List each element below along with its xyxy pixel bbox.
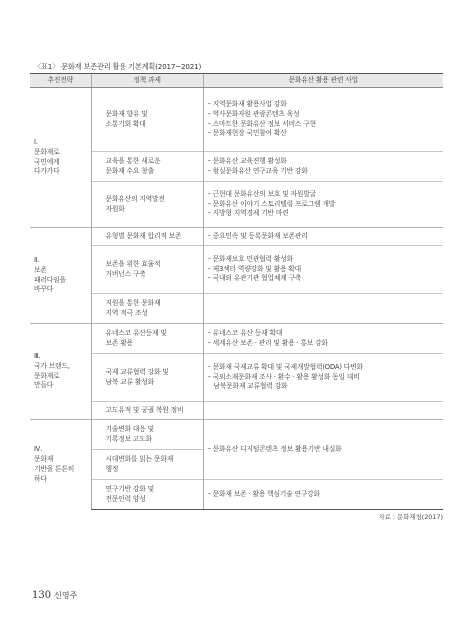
author-name: 신영주 bbox=[54, 591, 78, 600]
task-cell: 보존을 위한 효율적 거버넌스 구축 bbox=[91, 246, 203, 294]
projects-cell bbox=[203, 294, 443, 324]
projects-cell: – 유네스코 유산 등재 확대 – 세계유산 보존 · 관리 및 활용 · 홍보 강화 bbox=[203, 324, 443, 354]
table-row bbox=[30, 480, 443, 510]
strategy-2-cell: Ⅱ. 보존 패러다임을 바꾸다 bbox=[30, 228, 91, 324]
projects-cell: – 문화유산 교육진행 활성화 – 왕실문화유산 연구교육 기반 강화 bbox=[203, 152, 443, 182]
task-cell: 교육을 통한 새로운 문화재 수요 창출 bbox=[91, 152, 203, 182]
table-row bbox=[30, 182, 443, 228]
task-cell: 문화재 향유 및 소통기회 확대 bbox=[91, 88, 203, 152]
header-strategy: 추진전략 bbox=[30, 74, 91, 88]
projects-cell: – 중요민속 및 등록문화재 보존관리 bbox=[203, 228, 443, 246]
task-cell: 고도유적 및 궁궐 복원 정비 bbox=[91, 402, 203, 420]
table-caption: 〈표1〉 문화재 보존관리 활용 기본계획(2017~2021) bbox=[34, 62, 202, 71]
table-row bbox=[30, 88, 443, 152]
task-cell: 유네스코 유산등재 및 보존 활용 bbox=[91, 324, 203, 354]
task-cell: 연구기반 강화 및 전문인력 양성 bbox=[91, 480, 203, 510]
task-cell: 국제 교류협력 강화 및 남북 교류 활성화 bbox=[91, 354, 203, 402]
projects-cell: – 문화재 국제교류 확대 및 국제개발협력(ODA) 다변화 – 국외소재문화재 조사 · 환수 · 활용 활성화 동일 대비 남북문화재 교류협력 강화 bbox=[203, 354, 443, 402]
task-cell: 기술변화 대응 및 기록정보 고도화 bbox=[91, 420, 203, 450]
strategy-3-cell: Ⅲ. 국가 브랜드, 문화재로 만들다 bbox=[30, 324, 91, 420]
projects-cell bbox=[203, 402, 443, 420]
projects-cell: – 문화재 보존 · 활용 핵심기술 연구강화 bbox=[203, 480, 443, 510]
table-row bbox=[30, 402, 443, 420]
table-row bbox=[30, 246, 443, 294]
policy-plan-table bbox=[30, 73, 443, 510]
projects-cell: – 근현대 문화유산의 보호 및 자원발굴 – 문화유산 이야기 스토리텔링 프로그램 개발 – 지방형 지역경제 기반 마련 bbox=[203, 182, 443, 228]
table-row bbox=[30, 420, 443, 450]
strategy-4-cell: Ⅳ. 문화재 기반을 튼튼히 하다 bbox=[30, 420, 91, 510]
projects-cell: – 문화유산 디지털콘텐츠 정보 활용기반 내실화 bbox=[203, 420, 443, 480]
table-row bbox=[30, 324, 443, 354]
task-cell: 시대변화를 읽는 문화재 행정 bbox=[91, 450, 203, 480]
task-cell: 유형별 문화재 합리적 보존 bbox=[91, 228, 203, 246]
table-row bbox=[30, 152, 443, 182]
source-note: 자료 : 문화재청(2017) bbox=[378, 513, 443, 521]
table-row bbox=[30, 294, 443, 324]
page-folio bbox=[32, 590, 77, 601]
header-projects: 문화유산 활용 관련 사업 bbox=[203, 74, 443, 88]
task-cell: 문화유산의 지역발전 자원화 bbox=[91, 182, 203, 228]
table-header-row bbox=[30, 74, 443, 88]
projects-cell: – 지역문화재 활용사업 강화 – 역사문화자원 관광콘텐츠 육성 – 스마트한 문화유산 정보 서비스 구현 – 문화재현장 국민참여 확산 bbox=[203, 88, 443, 152]
table-row bbox=[30, 354, 443, 402]
header-task: 정책 과제 bbox=[91, 74, 203, 88]
task-cell: 지원을 통한 문화재 지역 적극 조성 bbox=[91, 294, 203, 324]
table-row bbox=[30, 228, 443, 246]
page-number: 130 bbox=[32, 590, 52, 601]
strategy-1-cell: Ⅰ. 문화재로 국민에게 다가가다 bbox=[30, 88, 91, 228]
projects-cell: – 문화재보호 민관협력 활성화 – 제3섹터 역량강화 및 활용 확대 – 국내외 유관기관 협업체계 구축 bbox=[203, 246, 443, 294]
